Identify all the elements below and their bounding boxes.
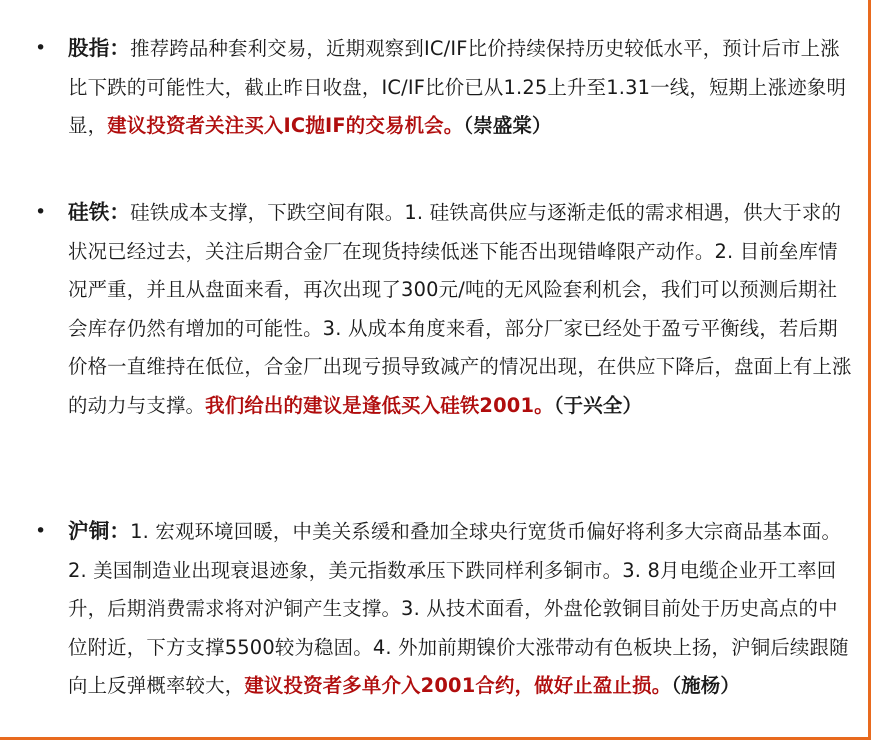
item-body: 推荐跨品种套利交易，近期观察到IC/IF比价持续保持历史较低水平，预计后市上涨比下跌的可能性大，截止昨日收盘，IC/IF比价已从1.25上升至1.31一线，短期上涨迹象明显， (68, 37, 847, 137)
item-author: （崇盛棠） (463, 114, 552, 137)
item-title: 沪铜： (68, 519, 131, 543)
item-title: 硅铁： (68, 200, 131, 224)
item-author: （施杨） (671, 674, 740, 697)
item-body: 硅铁成本支撑，下跌空间有限。1. 硅铁高供应与逐渐走低的需求相遇，供大于求的状况已经过去，关注后期合金厂在现货持续低迷下能否出现错峰限产动作。2. 目前垒库情况严重，并且从盘面来看，再次出现了300元/吨的无风险套利机会，我们可以预测后期社会库存仍然有增加的可能性。3. 从成本角度来看，部分厂家已经处于盈亏平衡线，若后期价格一直维持在低位，合金厂出现亏损导致减产的情况出现，在供应下降后，盘面上有上涨的动力与支撑。 (68, 201, 852, 417)
item-title: 股指： (68, 36, 131, 60)
item-recommendation: 建议投资者多单介入2001合约，做好止盈止损。 (244, 674, 672, 697)
item-recommendation: 我们给出的建议是逢低买入硅铁2001。 (205, 393, 554, 417)
item-author: （于兴全） (553, 393, 643, 417)
item-recommendation: 建议投资者关注买入IC抛IF的交易机会。 (107, 114, 464, 137)
commentary-stock-index (35, 29, 854, 146)
bullet-icon: • (35, 201, 47, 223)
item-body: 1. 宏观环境回暖，中美关系缓和叠加全球央行宽货币偏好将利多大宗商品基本面。2. 美国制造业出现衰退迹象，美元指数承压下跌同样利多铜市。3. 8月电缆企业开工率回升，后期消费需求将对沪铜产生支撑。3. 从技术面看，外盘伦敦铜目前处于历史高点的中位附近，下方支撑5500较为稳固。4. 外加前期镍价大涨带动有色板块上扬，沪铜后续跟随向上反弹概率较大， (68, 520, 849, 697)
bullet-icon: • (35, 520, 47, 542)
commentary-copper (35, 512, 854, 706)
commentary-ferrosilicon (35, 193, 854, 425)
bullet-icon: • (35, 37, 47, 59)
